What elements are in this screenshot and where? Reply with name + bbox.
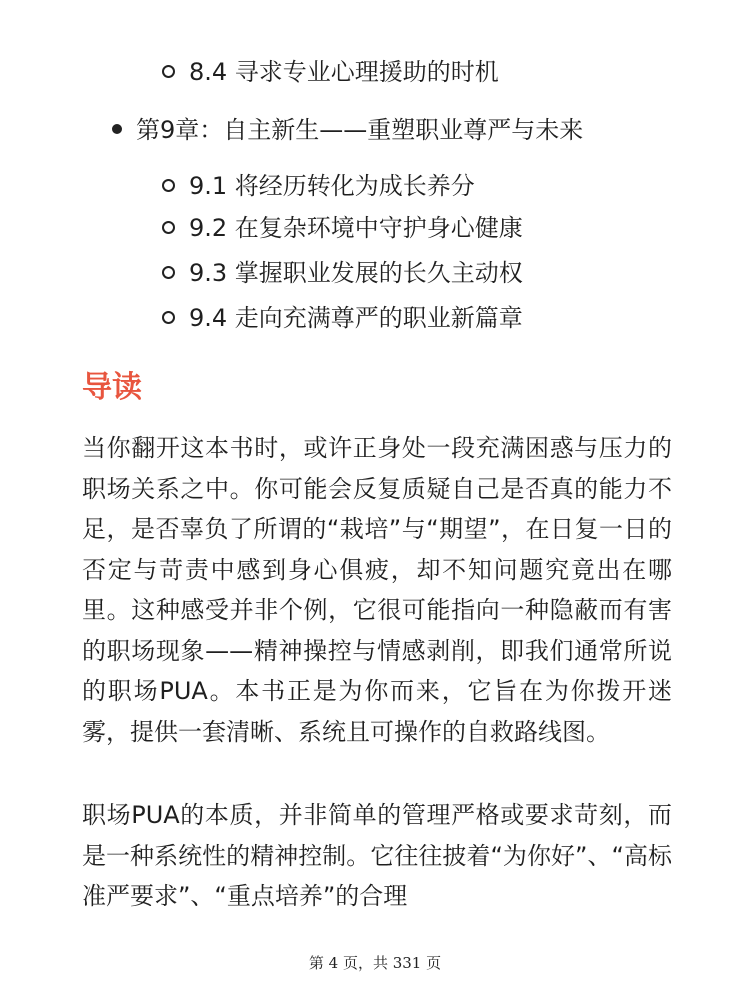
hollow-bullet-icon <box>162 221 175 234</box>
body-paragraph: 当你翻开这本书时，或许正身处一段充满困惑与压力的职场关系之中。你可能会反复质疑自己是否真的能力不足，是否辜负了所谓的“栽培”与“期望”，在日复一日的否定与苛责中感到身心俱疲，却不知问题究竟出在哪里。这种感受并非个例，它很可能指向一种隐蔽而有害的职场现象——精神操控与情感剥削，即我们通常所说的职场PUA。本书正是为你而来，它旨在为你拨开迷雾，提供一套清晰、系统且可操作的自救路线图。 <box>82 434 672 746</box>
toc-item-9-3[interactable] <box>162 257 523 289</box>
hollow-bullet-icon <box>162 311 175 324</box>
page-number: 第 4 页，共 331 页 <box>308 954 442 972</box>
solid-bullet-icon <box>112 124 122 134</box>
toc-item-label: 第9章：自主新生——重塑职业尊严与未来 <box>136 116 584 144</box>
toc-item-label: 9.3 掌握职业发展的长久主动权 <box>189 259 523 287</box>
hollow-bullet-icon <box>162 266 175 279</box>
toc-item-label: 9.1 将经历转化为成长养分 <box>189 172 475 200</box>
hollow-bullet-icon <box>162 65 175 78</box>
toc-item-9-4[interactable] <box>162 302 523 334</box>
toc-item-label: 8.4 寻求专业心理援助的时机 <box>189 58 499 86</box>
toc-item-label: 9.4 走向充满尊严的职业新篇章 <box>189 304 523 332</box>
toc-item-chapter-9[interactable] <box>112 114 583 146</box>
toc-item-9-1[interactable] <box>162 170 475 202</box>
body-paragraph: 职场PUA的本质，并非简单的管理严格或要求苛刻，而是一种系统性的精神控制。它往往披着“为你好”、“高标准严要求”、“重点培养”的合理 <box>82 801 672 910</box>
section-heading: 导读 <box>82 370 142 405</box>
toc-item-8-4[interactable] <box>162 56 499 88</box>
toc-item-9-2[interactable] <box>162 212 523 244</box>
toc-item-label: 9.2 在复杂环境中守护身心健康 <box>189 214 523 242</box>
hollow-bullet-icon <box>162 179 175 192</box>
